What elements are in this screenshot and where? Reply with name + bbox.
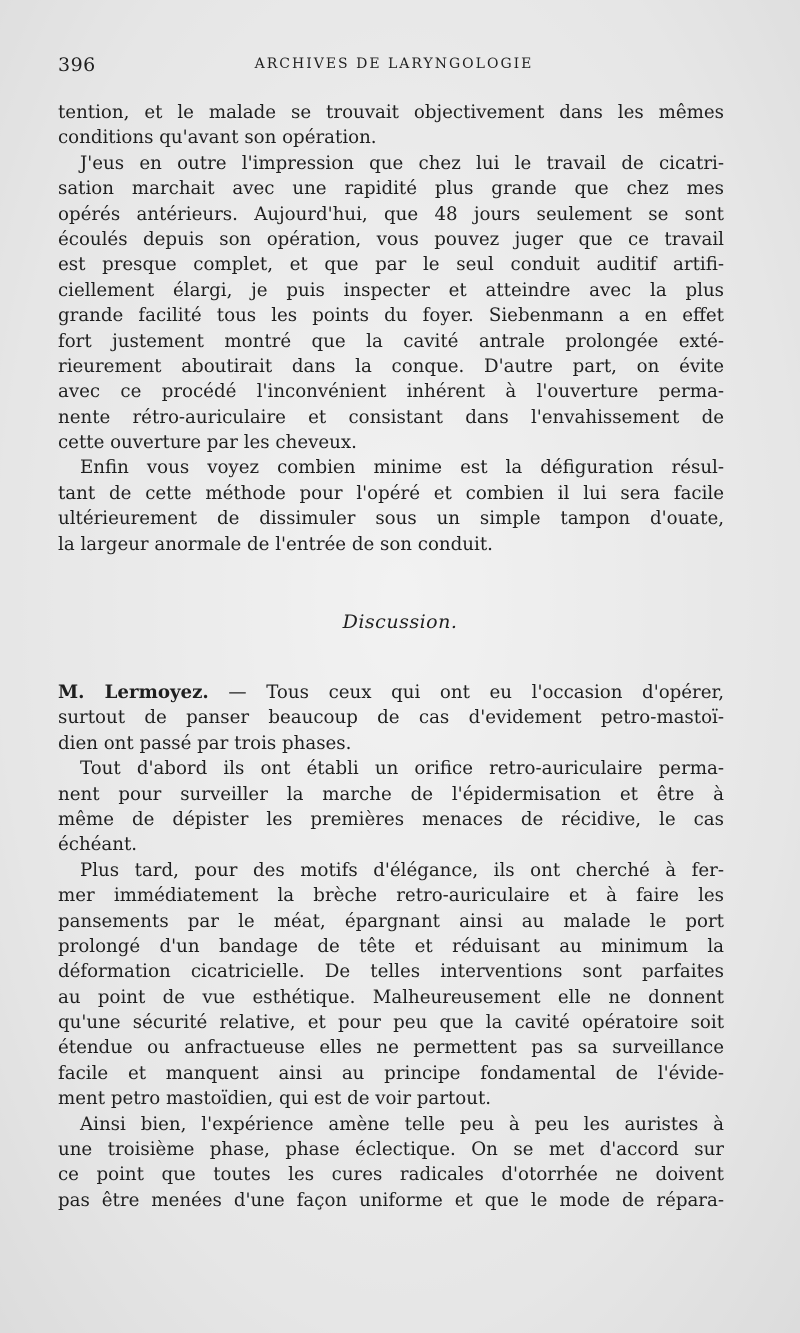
text-line: pas être menées d'une façon uniforme et que le mode de répara- xyxy=(58,1189,724,1211)
running-title: ARCHIVES DE LARYNGOLOGIE xyxy=(254,56,534,72)
page-number: 396 xyxy=(58,54,96,76)
text-line: ultérieurement de dissimuler sous un simple tampon d'ouate, xyxy=(58,508,724,530)
text-line: conditions qu'avant son opération. xyxy=(58,127,377,149)
text-line: nent pour surveiller la marche de l'épidermisation et être à xyxy=(58,783,724,805)
text-line: pansements par le méat, épargnant ainsi au malade le port xyxy=(58,910,724,932)
text-line: tention, et le malade se trouvait objectivement dans les mêmes xyxy=(58,102,724,123)
speaker-line-text: — Tous ceux qui ont eu l'occasion d'opérer, xyxy=(208,682,724,703)
text-line: Ainsi bien, l'expérience amène telle peu à peu les auristes à xyxy=(80,1113,724,1135)
text-line: est presque complet, et que par le seul conduit auditif artifi- xyxy=(58,254,724,276)
speaker-name: M. Lermoyez. xyxy=(58,682,209,703)
text-line: Tout d'abord ils ont établi un orifice retro-auriculaire perma- xyxy=(80,758,724,780)
text-line: Plus tard, pour des motifs d'élégance, ils ont cherché à fer- xyxy=(80,859,724,881)
text-line: prolongé d'un bandage de tête et réduisant au minimum la xyxy=(58,935,724,957)
text-line: facile et manquent ainsi au principe fondamental de l'évide- xyxy=(58,1062,724,1084)
text-line: Enfin vous voyez combien minime est la défiguration résul- xyxy=(80,457,724,479)
text-line: écoulés depuis son opération, vous pouvez juger que ce travail xyxy=(58,228,724,250)
text-line: fort justement montré que la cavité antrale prolongée exté- xyxy=(58,330,724,352)
text-line: J'eus en outre l'impression que chez lui le travail de cicatri- xyxy=(80,152,724,174)
text-line: grande facilité tous les points du foyer. Siebenmann a en effet xyxy=(58,305,724,327)
text-line: étendue ou anfractueuse elles ne permettent pas sa surveillance xyxy=(58,1037,724,1059)
text-line: surtout de panser beaucoup de cas d'evidement petro-mastoï- xyxy=(58,707,724,729)
page-header xyxy=(58,52,730,82)
text-line: dien ont passé par trois phases. xyxy=(58,732,352,754)
text-line: sation marchait avec une rapidité plus grande que chez mes xyxy=(58,178,724,200)
text-line: nente rétro-auriculaire et consistant dans l'envahissement de xyxy=(58,406,724,428)
text-line: déformation cicatricielle. De telles interventions sont parfaites xyxy=(58,961,724,983)
text-line: mer immédiatement la brèche retro-auriculaire et à faire les xyxy=(58,885,724,907)
text-line: opérés antérieurs. Aujourd'hui, que 48 jours seulement se sont xyxy=(58,203,724,225)
text-line: tant de cette méthode pour l'opéré et combien il lui sera facile xyxy=(58,482,724,504)
text-line: rieurement aboutirait dans la conque. D'autre part, on évite xyxy=(58,355,724,377)
text-line: échéant. xyxy=(58,834,138,856)
text-line: avec ce procédé l'inconvénient inhérent à l'ouverture perma- xyxy=(58,381,724,403)
discussion-first-line xyxy=(58,680,724,705)
discussion-text xyxy=(58,680,724,1213)
body-text-top xyxy=(58,100,724,557)
text-line: au point de vue esthétique. Malheureusement elle ne donnent xyxy=(58,986,724,1008)
text-line: ment petro mastoïdien, qui est de voir partout. xyxy=(58,1088,492,1110)
text-line: ciellement élargi, je puis inspecter et atteindre avec la plus xyxy=(58,279,724,301)
text-line: qu'une sécurité relative, et pour peu que la cavité opératoire soit xyxy=(58,1012,724,1034)
text-line: une troisième phase, phase éclectique. On se met d'accord sur xyxy=(58,1139,724,1161)
text-line: ce point que toutes les cures radicales d'otorrhée ne doivent xyxy=(58,1164,724,1186)
section-heading: Discussion. xyxy=(342,611,458,633)
text-line: la largeur anormale de l'entrée de son conduit. xyxy=(58,533,493,555)
text-line: cette ouverture par les cheveux. xyxy=(58,432,357,454)
text-line: même de dépister les premières menaces de récidive, le cas xyxy=(58,808,724,830)
